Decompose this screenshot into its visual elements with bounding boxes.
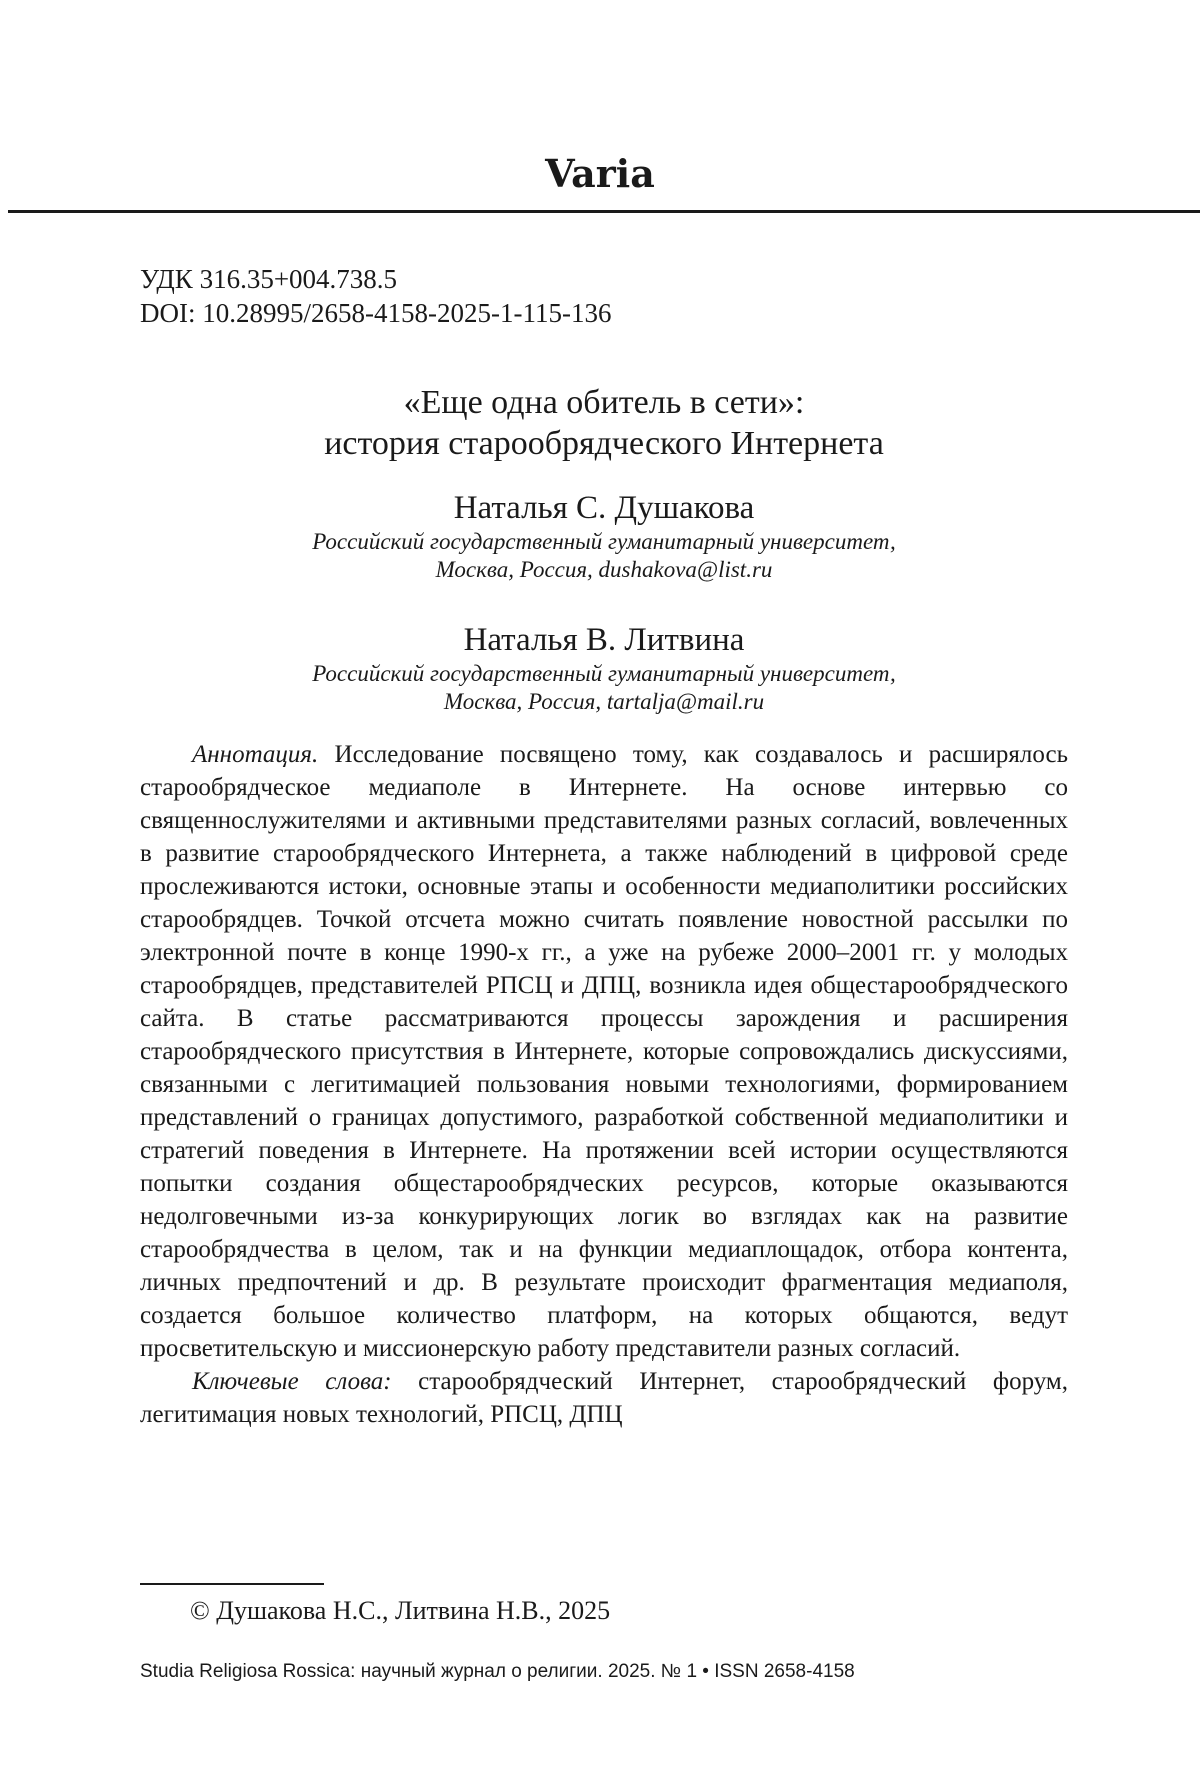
abstract-section [140, 738, 1068, 1431]
author-block [140, 488, 1068, 584]
keywords-text: старообрядческий Интернет, старообрядческий форум, легитимация новых технологий, РПСЦ, ДПЦ [140, 1368, 1068, 1428]
doi-identifier[interactable]: DOI: 10.28995/2658-4158-2025-1-115-136 [140, 298, 612, 328]
udk-code: УДК 316.35+004.738.5 [140, 264, 398, 294]
author-affiliation: Российский государственный гуманитарный университет, [312, 529, 896, 554]
article-metadata [140, 262, 611, 330]
abstract-paragraph [140, 738, 1068, 1365]
keywords-paragraph [140, 1365, 1068, 1431]
article-title [140, 382, 1068, 464]
author-name: Наталья В. Литвина [463, 622, 745, 658]
author-location-email[interactable]: Москва, Россия, dushakova@list.ru [435, 557, 773, 582]
author-location-email[interactable]: Москва, Россия, tartalja@mail.ru [443, 689, 765, 714]
section-title: Varia [545, 151, 655, 196]
abstract-text: Исследование посвящено тому, как создавалось и расширялось старообрядческое медиаполе в Интернете. На основе интервью со священнослужителями и активными представителями разных согласий, вовлеченных в развитие старообрядческого Интернета, а также наблюдений в цифровой среде прослеживаются истоки, основные этапы и особенности медиаполитики российских старообрядцев. Точкой отсчета можно считать появление новостной рассылки по электронной почте в конце 1990-х гг., а уже на рубеже 2000–2001 гг. у молодых старообрядцев, представителей РПСЦ и ДПЦ, возникла идея общестарообрядческого сайта. В статье рассматриваются процессы зарождения и расширения старообрядческого присутствия в Интернете, которые сопровождались дискуссиями, связанными с легитимацией пользования новыми технологиями, формированием представлений о границах допустимого, разработкой собственной медиаполитики и стратегий поведения в Интернете. На протяжении всей истории осуществляются попытки создания общестарообрядческих ресурсов, которые оказываются недолговечными из-за конкурирующих логик во взглядах как на развитие старообрядчества в целом, так и на функции медиаплощадок, отбора контента, личных предпочтений и др. В результате происходит фрагментация медиаполя, создается большое количество платформ, на которых общаются, ведут просветительскую и миссионерскую работу представители разных согласий. [140, 741, 1068, 1362]
keywords-label: Ключевые слова: [192, 1368, 392, 1395]
author-affiliation: Российский государственный гуманитарный университет, [312, 661, 896, 686]
abstract-label: Аннотация. [192, 741, 319, 768]
article-title-line-1: «Еще одна обитель в сети»: [403, 384, 805, 421]
author-block [140, 620, 1068, 716]
article-title-line-2: история старообрядческого Интернета [324, 425, 884, 462]
section-divider [8, 210, 1200, 213]
copyright-note: © Душакова Н.С., Литвина Н.В., 2025 [190, 1596, 611, 1625]
footnote-divider [140, 1583, 324, 1585]
journal-footer: Studia Religiosa Rossica: научный журнал о религии. 2025. № 1 • ISSN 2658-4158 [140, 1661, 855, 1682]
author-name: Наталья С. Душакова [453, 490, 755, 526]
